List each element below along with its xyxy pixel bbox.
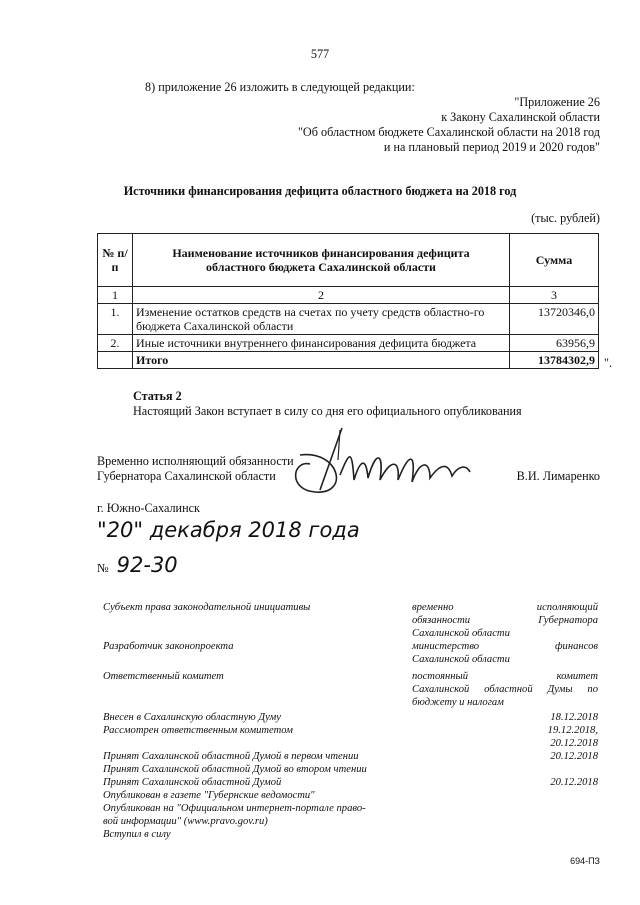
row-num: 2. [98, 335, 133, 352]
page-number: 577 [310, 47, 330, 61]
meta-value-line: временно исполняющий [412, 602, 598, 613]
appendix-header [298, 95, 600, 155]
city-label: г. Южно-Сахалинск [97, 501, 200, 515]
financing-sources-table [97, 233, 599, 369]
row-name: Иные источники внутреннего финансирования дефицита бюджета [133, 335, 510, 352]
signer-name: В.И. Лимаренко [516, 469, 600, 483]
history-row [103, 724, 598, 737]
history-row [103, 802, 598, 815]
article-title: Статья 2 [133, 389, 182, 403]
meta-value-line: обязанности Губернатора [412, 615, 598, 626]
row-sum: 13720346,0 [510, 304, 599, 335]
row-num: 1. [98, 304, 133, 335]
header-name: Наименование источников финансирования дефицита областного бюджета Сахалинской области [133, 234, 510, 287]
col-number: 3 [510, 287, 599, 304]
history-date: 20.12.2018 [550, 777, 598, 788]
number-prefix: № [97, 561, 109, 575]
history-label: вой информации" (www.pravo.gov.ru) [103, 816, 268, 827]
history-label: Принят Сахалинской областной Думой в первом чтении [103, 751, 359, 762]
col-number: 2 [133, 287, 510, 304]
meta-value-line: Сахалинской области [412, 628, 510, 639]
meta-value-line: министерство финансов [412, 641, 598, 652]
history-label: Опубликован в газете "Губернские ведомости" [103, 790, 315, 801]
unit-label: (тыс. рублей) [531, 211, 600, 225]
handwritten-signature [280, 420, 480, 500]
signer-position-line: Губернатора Сахалинской области [97, 469, 276, 483]
history-date: 20.12.2018 [550, 751, 598, 762]
meta-label: Ответственный комитет [103, 671, 224, 682]
history-label: Рассмотрен ответственным комитетом [103, 725, 293, 736]
meta-label: Субъект права законодательной инициативы [103, 602, 311, 613]
history-label: Опубликован на "Официальном интернет-портале право- [103, 803, 366, 814]
history-label: Принят Сахалинской областной Думой [103, 777, 282, 788]
meta-label: Разработчик законопроекта [103, 641, 234, 652]
intro-text: 8) приложение 26 изложить в следующей редакции: [145, 80, 415, 94]
history-date: 19.12.2018, [547, 725, 598, 736]
meta-value [412, 640, 598, 666]
table-row [98, 335, 599, 352]
appendix-line: и на плановый период 2019 и 2020 годов" [383, 140, 600, 154]
header-num: № п/п [98, 234, 133, 287]
total-label: Итого [133, 352, 510, 369]
history-row [103, 750, 598, 763]
handwritten-date: "20" декабря 2018 года [97, 518, 360, 542]
total-sum: 13784302,9 [510, 352, 599, 369]
appendix-line: "Приложение 26 [514, 95, 600, 109]
history-label: Внесен в Сахалинскую областную Думу [103, 712, 281, 723]
history-row [103, 828, 598, 841]
history-row [103, 763, 598, 776]
article-text: Настоящий Закон вступает в силу со дня его официального опубликования [133, 404, 522, 418]
history-row [103, 815, 598, 828]
footer-code: 694-ПЗ [570, 856, 600, 866]
signer-position-line: Временно исполняющий обязанности [97, 454, 294, 468]
history-label: Вступил в силу [103, 829, 171, 840]
history-label: Принят Сахалинской областной Думой во втором чтении [103, 764, 367, 775]
history-date: 20.12.2018 [550, 738, 598, 749]
document-title: Источники финансирования дефицита областного бюджета на 2018 год [123, 184, 517, 198]
row-sum: 63956,9 [510, 335, 599, 352]
table-row [98, 304, 599, 335]
row-name: Изменение остатков средств на счетах по учету средств областно-го бюджета Сахалинской области [133, 304, 510, 335]
history-row [103, 711, 598, 724]
meta-value-line: Сахалинской области [412, 654, 510, 665]
meta-value [412, 670, 598, 709]
handwritten-number: 92-30 [116, 553, 178, 577]
history-row [103, 776, 598, 789]
appendix-line: к Закону Сахалинской области [441, 110, 600, 124]
appendix-line: "Об областном бюджете Сахалинской области на 2018 год [297, 125, 600, 139]
history-list [103, 711, 598, 841]
meta-value [412, 601, 598, 640]
law-number [97, 553, 178, 577]
closing-mark: ". [604, 356, 613, 370]
column-number-row [98, 287, 599, 304]
meta-value-line: постоянный комитет [412, 671, 598, 682]
signer-position [97, 454, 294, 484]
col-number: 1 [98, 287, 133, 304]
table-header-row [98, 234, 599, 287]
header-sum: Сумма [510, 234, 599, 287]
history-row [103, 789, 598, 802]
meta-value-line: бюджету и налогам [412, 697, 504, 708]
history-date: 18.12.2018 [550, 712, 598, 723]
history-row [103, 737, 598, 750]
meta-value-line: Сахалинской областной Думы по [412, 684, 598, 695]
total-row [98, 352, 599, 369]
total-num-cell [98, 352, 133, 369]
